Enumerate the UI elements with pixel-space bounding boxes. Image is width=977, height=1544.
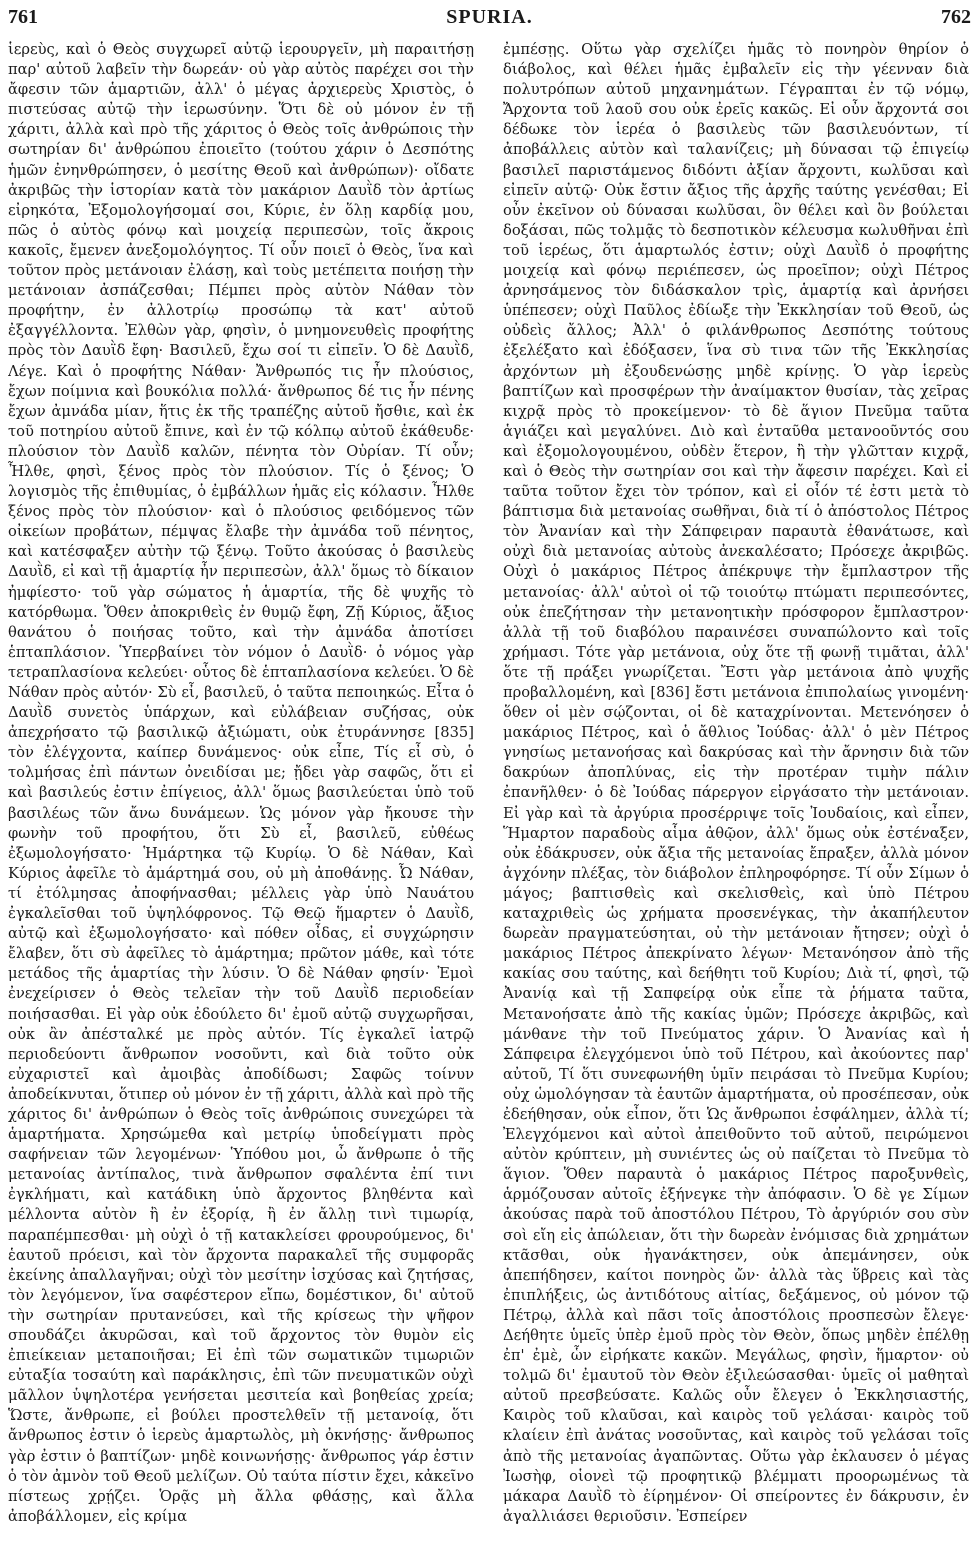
text-column-left <box>8 40 474 1536</box>
column-right-text: ἐμπέσῃς. Οὕτω γὰρ σχελίζει ἡμᾶς τὸ πονηρὸν θηρίον ὁ διάβολος, καὶ θέλει ἡμᾶς ἐμβαλεῖν εἰς τὴν γέενναν διὰ πολυτρόπων αὐτοῦ μηχανημάτων. Γέγραπται ἐν τῷ νόμῳ, Ἄρχοντα τοῦ λαοῦ σου οὐκ ἐρεῖς κακῶς. Εἰ οὖν ἄρχοντά σοι δέδωκε τὸν ἱερέα ὁ βασιλεὺς τῶν βασιλευόντων, τί ἀποβάλλεις αὐτὸν καὶ ταλανίζεις; μὴ δύνασαι τῷ ἐπιγείῳ βασιλεῖ παριστάμενος διδόντι ἀξίαν ἄρχοντι, κωλῦσαι καὶ εἰπεῖν αὐτῷ· Οὐκ ἔστιν ἄξιος τῆς ἀρχῆς ταύτης γενέσθαι; Εἰ οὖν ἐκεῖνον οὐ δύνασαι κωλῦσαι, ὃν θέλει καὶ ὃν βούλεται δοξάσαι, πῶς τολμᾷς τὸ δεσποτικὸν κέλευσμα κωλυθῆναι ἐπὶ τοῦ ἱερέως, ὅτι ἁμαρτωλός ἐστιν; οὐχὶ Δαυῒδ ὁ προφήτης μοιχείᾳ καὶ φόνῳ περιέπεσεν, ὡς προεῖπον; οὐχὶ Πέτρος ἀρνησάμενος τὸν διδάσκαλον τρὶς, ἁμαρτίᾳ καὶ ἀρνήσει ὑπέπεσεν; οὐχὶ Παῦλος ἐδίωξε τὴν Ἐκκλησίαν τοῦ Θεοῦ, ὡς οὐδεὶς ἄλλος; Ἀλλ' ὁ φιλάνθρωπος Δεσπότης τούτους ἐξελέξατο καὶ ἐδόξασεν, ἵνα σὺ τινα τῶν τῆς Ἐκκλησίας ἀρχόντων μὴ ἐξουδενώσῃς μηδὲ κρίνῃς. Ὁ γὰρ ἱερεὺς βαπτίζων καὶ προσφέρων τὴν ἀναίμακτον θυσίαν, τὰς χεῖρας κιχρᾷ πρὸς τὸ προκείμενον· τὸ δὲ ἅγιον Πνεῦμα ταῦτα ἁγιάζει καὶ μεγαλύνει. Διὸ καὶ ἐνταῦθα μετανοοῦντός σου καὶ ἐξομολογουμένου, οὐδὲν ἕτερον, ἢ τὴν γλῶτταν κιχρᾷ, καὶ ὁ Θεὸς τὴν σωτηρίαν σοι καὶ τὴν ἄφεσιν παρέχει. Καὶ εἰ ταῦτα τοῦτον ἔχει τὸν τρόπον, καὶ εἰ οἷόν τέ ἐστι μετὰ τὸ βάπτισμα διὰ μετανοίας σωθῆναι, διὰ τί ὁ ἀπόστολος Πέτρος τὸν Ἀνανίαν καὶ τὴν Σάπφειραν παραυτὰ ἐθανάτωσε, καὶ οὐχὶ διὰ μετανοίας αὐτοὺς ἀνεκαλέσατο; Πρόσεχε ἀκριβῶς. Οὐχὶ ὁ μακάριος Πέτρος ἀπέκρυψε τὴν ἔμπλαστρον τῆς μετανοίας· ἀλλ' αὐτοὶ οἱ τῷ τοιούτῳ πτώματι περιπεσόντες, οὐκ ἐπεζήτησαν τὴν μετανοητικὴν πρόσφορον ἔμπλαστρον· ἀλλὰ τῇ τοῦ διαβόλου παραινέσει συναπώλοντο καὶ τοῖς χρήμασι. Τότε γὰρ μετάνοια, οὐχ ὅτε τῇ φωνῇ τιμᾶται, ἀλλ' ὅτε τῇ πράξει γνωρίζεται. Ἔστι γὰρ μετάνοια ἀπὸ ψυχῆς προβαλλομένη, καὶ [836] ἔστι μετάνοια ἐπιπολαίως γινομένη· ὅθεν οἱ μὲν σῴζονται, οἱ δὲ καταχρίνονται. Μετενόησεν ὁ μακάριος Πέτρος, καὶ ὁ ἄθλιος Ἰούδας· ἀλλ' ὁ μὲν Πέτρος γνησίως μετανοήσας καὶ δακρύσας καὶ τὴν ἄρνησιν διὰ τῶν δακρύων ἀποπλύνας, εἰς τὴν προτέραν τιμὴν πάλιν ἐπανῆλθεν· ὁ δὲ Ἰούδας πάρεργον εἰργάσατο τὴν μετάνοιαν. Εἰ γὰρ καὶ τὰ ἀργύρια προσέρριψε τοῖς Ἰουδαίοις, καὶ εἶπεν, Ἥμαρτον παραδοὺς αἷμα ἀθῷον, ἀλλ' ὅμως οὐκ ἐστέναξεν, οὐκ ἐδάκρυσεν, οὐκ ἄξια τῆς μετανοίας ἔπραξεν, ἀλλὰ μόνον ἀγχόνην πλέξας, τὸν διάβολον ἐπληροφόρησε. Τί οὖν Σίμων ὁ μάγος; βαπτισθεὶς καὶ σκελισθεὶς, καὶ ὑπὸ Πέτρου καταχριθεὶς ὡς χρήματα προσενέγκας, τὴν ἀκαπήλευτον δωρεὰν πραγματεύσηται, οὐ τὴν μετάνοιαν ἤτησεν; οὐχὶ ὁ μακάριος Πέτρος ἀπεκρίνατο λέγων· Μετανόησον ἀπὸ τῆς κακίας σου ταύτης, καὶ δεήθητι τοῦ Κυρίου; Διὰ τί, φησὶ, τῷ Ἀνανίᾳ καὶ τῇ Σαπφείρᾳ οὐκ εἶπε τὰ ῥήματα ταῦτα, Μετανοήσατε ἀπὸ τῆς κακίας ὑμῶν; Πρόσεχε ἀκριβῶς, καὶ μάνθανε τὴν τοῦ Πνεύματος χάριν. Ὁ Ἀνανίας καὶ ἡ Σάπφειρα ἐλεγχόμενοι ὑπὸ τοῦ Πέτρου, καὶ ἀκούοντες παρ' αὐτοῦ, Τί ὅτι συνεφωνήθη ὑμῖν πειράσαι τὸ Πνεῦμα Κυρίου; οὐχ ὡμολόγησαν τὰ ἑαυτῶν ἁμαρτήματα, οὐ προσέπεσαν, οὐκ ἐδεήθησαν, οὐκ εἶπον, ὅτι Ὡς ἄνθρωποι ἐσφάλημεν, ἀλλὰ τί; Ἐλεγχόμενοι καὶ αὐτοὶ ἀπειθοῦντο τοῦ αὐτοῦ, πειρώμενοι αὐτὸν κρύπτειν, μὴ συνιέντες ὡς οὐ παίζεται τὸ Πνεῦμα τὸ ἅγιον. Ὅθεν παραυτὰ ὁ μακάριος Πέτρος παροξυνθεὶς, ἁρμόζουσαν αὐτοῖς ἐξήνεγκε τὴν ἀπόφασιν. Ὁ δὲ γε Σίμων ἀκούσας παρὰ τοῦ ἀποστόλου Πέτρου, Τὸ ἀργύριόν σου σὺν σοὶ εἴη εἰς ἀπώλειαν, ὅτι τὴν δωρεὰν ἐνόμισας διὰ χρημάτων κτᾶσθαι, οὐκ ἠγανάκτησεν, οὐκ ἀπεμάνησεν, οὐκ ἀπεπήδησεν, καίτοι πονηρὸς ὤν· ἀλλὰ τὰς ὕβρεις καὶ τὰς ἐπιπλήξεις, ὡς ἀντιδότους αἰτίας, δεξάμενος, οὐ μόνον τῷ Πέτρῳ, ἀλλὰ καὶ πᾶσι τοῖς ἀποστόλοις προσπεσὼν ἔλεγε· Δεήθητε ὑμεῖς ὑπὲρ ἐμοῦ πρὸς τὸν Θεὸν, ὅπως μηδὲν ἐπέλθῃ ἐπ' ἐμὲ, ὧν εἰρήκατε κακῶν. Μεγάλως, φησὶν, ἥμαρτον· οὐ τολμῶ δι' ἐμαυτοῦ τὸν Θεὸν ἐξιλεώσασθαι· ὑμεῖς οἱ μαθηταὶ αὐτοῦ πρεσβεύσατε. Καλῶς οὖν ἔλεγεν ὁ Ἐκκλησιαστής, Καιρὸς τοῦ κλαῦσαι, καὶ καιρὸς τοῦ γελάσαι· καιρὸς τοῦ κλαίειν ἐπὶ ἀνάτας νοσοῦντας, καὶ καιρὸς τοῦ γελάσαι τοῖς ἀπὸ τῆς μετανοίας ἀγαπῶντας. Οὕτω γὰρ ἐκλαυσεν ὁ μέγας Ἰωσὴφ, οἱονεὶ τῷ προφητικῷ βλέμματι προορωμένως τὰ μάκαρα Δαυῒδ τὸ ἐίρημένον· Οἱ σπείροντες ἐν δάκρυσιν, ἐν ἀγαλλιάσει θεριοῦσιν. Ἐσπείρεν <box>503 41 969 1525</box>
text-column-right <box>503 40 969 1536</box>
running-header <box>8 6 971 34</box>
column-left-text: ἱερεὺς, καὶ ὁ Θεὸς συγχωρεῖ αὐτῷ ἱερουργεῖν, μὴ παραιτήσῃ παρ' αὐτοῦ λαβεῖν τὴν δωρεάν· οὐ γὰρ αὐτὸς παρέχει σοι τὴν ἄφεσιν τῶν ἁμαρτιῶν, ἀλλ' ὁ μέγας ἀρχιερεὺς Χριστὸς, ὁ πιστεύσας αὐτῷ τὴν ἱερωσύνην. Ὅτι δὲ οὐ μόνον ἐν τῇ χάριτι, ἀλλὰ καὶ πρὸ τῆς χάριτος ὁ Θεὸς τοῖς ἀνθρώποις τὴν σωτηρίαν δι' ἀνθρώπου ἐποιεῖτο (τούτου χάριν ὁ Δεσπότης ἡμῶν ἐνηνθρώπησεν, ὁ μεσίτης Θεοῦ καὶ ἀνθρώπων)· οἴδατε ἀκριβῶς τὴν ἱστορίαν κατὰ τὸν μακάριον Δαυῒδ τὸν ἀρτίως εἰρηκότα, Ἐξομολογήσομαί σοι, Κύριε, ἐν ὅλῃ καρδίᾳ μου, πῶς ὁ αὐτὸς φόνῳ καὶ μοιχείᾳ περιπεσὼν, τοῖς ἄκροις κακοῖς, ἔμενεν ἀνεξομολόγητος. Τί οὖν ποιεῖ ὁ Θεὸς, ἵνα καὶ τοῦτον πρὸς μετάνοιαν ἐλάσῃ, καὶ τοὺς μετέπειτα ποιήσῃ τὴν μετάνοιαν ἀσπάζεσθαι; Πέμπει πρὸς αὐτὸν Νάθαν τὸν προφήτην, ἐν ἀλλοτρίῳ προσώπῳ τὰ κατ' αὐτοῦ ἐξαγγέλλοντα. Ἐλθὼν γὰρ, φησὶν, ὁ μνημονευθεὶς προφήτης πρὸς τὸν Δαυῒδ ἔφη· Βασιλεῦ, ἔχω σοί τι εἰπεῖν. Ὁ δὲ Δαυῒδ, Λέγε. Καὶ ὁ προφήτης Νάθαν· Ἄνθρωπός τις ἦν πλούσιος, ἔχων ποίμνια καὶ βουκόλια πολλά· ἄνθρωπος δέ τις ἦν πένης ἔχων ἀμνάδα μίαν, ἥτις ἐκ τῆς τραπέζης αὐτοῦ ἤσθιε, καὶ ἐκ τοῦ ποτηρίου αὐτοῦ ἔπινε, καὶ ἐν τῷ κόλπῳ αὐτοῦ ἐκάθευδε· πλούσιον τὸν Δαυῒδ καλῶν, πένητα τὸν Οὐρίαν. Τί οὖν; Ἦλθε, φησὶ, ξένος πρὸς τὸν πλούσιον. Τίς ὁ ξένος; Ὁ λογισμὸς τῆς ἐπιθυμίας, ὁ ἐμβάλλων ἡμᾶς εἰς κόλασιν. Ἦλθε ξένος πρὸς τὸν πλούσιον· καὶ ὁ πλούσιος φειδόμενος τῶν οἰκείων προβάτων, πέμψας ἔλαβε τὴν ἀμνάδα τοῦ πένητος, καὶ κατέσφαξεν αὐτὴν τῷ ξένῳ. Τοῦτο ἀκούσας ὁ βασιλεὺς Δαυῒδ, εἰ καὶ τῇ ἁμαρτίᾳ ἦν περιπεσὼν, ἀλλ' ὅμως τὸ δίκαιον ἠμφίεστο· τοῦ γὰρ σώματος ἡ ἁμαρτία, τῆς δὲ ψυχῆς τὸ κατόρθωμα. Ὅθεν ἀποκριθεὶς ἐν θυμῷ ἔφη, Ζῇ Κύριος, ἄξιος θανάτου ὁ ποιήσας τοῦτο, καὶ τὴν ἀμνάδα ἀποτίσει ἑπταπλάσιον. Ὑπερβαίνει τὸν νόμον ὁ Δαυῒδ· ὁ νόμος γὰρ τετραπλασίονα κελεύει· οὗτος δὲ ἑπταπλασίονα κελεύει. Ὁ δὲ Νάθαν πρὸς αὐτόν· Σὺ εἶ, βασιλεῦ, ὁ ταῦτα πεποιηκώς. Εἶτα ὁ Δαυῒδ συνετὸς ὑπάρχων, καὶ εὐλάβειαν συζήσας, οὐκ ἀπεχρήσατο τῷ βασιλικῷ ἀξιώματι, οὐκ ἐτυράννησε [835] τὸν ἐλέγχοντα, καίπερ δυνάμενος· οὐκ εἶπε, Τίς εἶ σὺ, ὁ τολμήσας ἐπὶ πάντων ὀνειδίσαι με; ᾔδει γὰρ σαφῶς, ὅτι εἰ καὶ βασιλεύς ἐστιν ἐπίγειος, ἀλλ' ὅμως βασιλεύεται ὑπὸ τοῦ βασιλέως τῶν ἄνω δυνάμεων. Ὡς μόνον γὰρ ἤκουσε τὴν φωνὴν τοῦ προφήτου, ὅτι Σὺ εἶ, βασιλεῦ, εὐθέως ἐξωμολογήσατο· Ἡμάρτηκα τῷ Κυρίῳ. Ὁ δὲ Νάθαν, Καὶ Κύριος ἀφεῖλε τὸ ἁμάρτημά σου, οὐ μὴ ἀποθάνῃς. Ὦ Νάθαν, τί ἐτόλμησας ἀποφήνασθαι; μέλλεις γὰρ ὑπὸ Ναυάτου ἐγκαλεῖσθαι τοῦ ὑψηλόφρονος. Τῷ Θεῷ ἥμαρτεν ὁ Δαυῒδ, αὐτῷ καὶ ἐξωμολογήσατο· καὶ πόθεν οἶδας, εἰ συγχώρησιν ἔλαβεν, ὅτι σὺ ἀφεῖλες τὸ ἁμάρτημα; πρῶτον μάθε, καὶ τότε μετάδος τῆς ἁμαρτίας τὴν λύσιν. Ὁ δὲ Νάθαν φησίν· Ἐμοὶ ἐνεχείρισεν ὁ Θεὸς τελεῖαν τὴν τοῦ Δαυῒδ περιοδείαν ποιήσασθαι. Εἰ γὰρ οὐκ ἐδούλετο δι' ἐμοῦ αὐτῷ συγχωρῆσαι, οὐκ ἂν ἀπέσταλκέ με πρὸς αὐτόν. Τίς ἐγκαλεῖ ἰατρῷ περιοδεύοντι ἄνθρωπον νοσοῦντι, καὶ διὰ τοῦτο οὐκ εὐχαριστεῖ καὶ ἀμοιβὰς ἀποδίδωσι; Σαφῶς τοίνυν ἀποδείκνυται, ὅτιπερ οὐ μόνον ἐν τῇ χάριτι, ἀλλὰ καὶ πρὸ τῆς χάριτος δι' ἀνθρώπων ὁ Θεὸς τοῖς ἀνθρώποις συνεχώρει τὰ ἁμαρτήματα. Χρησώμεθα καὶ μετρίῳ ὑποδείγματι πρὸς σαφήνειαν τῶν λεγομένων· Ὑπόθου μοι, ὦ ἄνθρωπε ὁ τῆς μετανοίας ἀντίπαλος, τινὰ ἄνθρωπον σφαλέντα ἐπί τινι ἐγκλήματι, καὶ κατάδικη ὑπὸ ἄρχοντος βληθέντα καὶ μέλλοντα αὐτὸν ἢ ἐν ἐξορίᾳ, ἢ ἐν ἄλλῃ τινὶ τιμωρίᾳ, παραπέμπεσθαι· μὴ οὐχὶ ὁ τῇ κατακλείσει φρουρούμενος, δι' ἑαυτοῦ πρόεισι, καὶ τὸν ἄρχοντα παρακαλεῖ τῆς συμφορᾶς ἐκείνης ἀπαλλαγῆναι; οὐχὶ τὸν μεσίτην ἰσχύσας καὶ ζητήσας, τὸν λεγόμενον, ἵνα σαφέστερον εἴπω, δομέστικον, δι' αὐτοῦ τὴν σωτηρίαν πρυτανεύσει, καὶ τῆς κρίσεως τὴν ψῆφον σπουδάζει ἀκυρῶσαι, καὶ τοῦ ἄρχοντος τὸν θυμὸν εἰς ἐπιείκειαν μεταποιῆσαι; Εἰ ἐπὶ τῶν σωματικῶν τιμωριῶν εὐταξία τοσαύτη καὶ παράκλησις, ἐπὶ τῶν πνευματικῶν οὐχὶ μᾶλλον ὑψηλοτέρα γενήσεται μεσιτεία καὶ βοηθείας χρεία; Ὥστε, ἄνθρωπε, εἰ βούλει προστελθεῖν τῇ μετανοίᾳ, ὅτι ἄνθρωπος ἐστιν ὁ ἱερεὺς ἁμαρτωλὸς, μὴ ὀκνήσῃς· ἄνθρωπος γὰρ ἐστιν ὁ βαπτίζων· μηδὲ κοινωνήσῃς· ἄνθρωπος γάρ ἐστιν ὁ τὸν ἀμνὸν τοῦ Θεοῦ μελίζων. Οὐ ταύτα πίστιν ἔχει, κἀκεῖνο πίστεως χρῄζει. Ὁρᾷς μὴ ἄλλα φθάσῃς, καὶ ἄλλα ἀποβάλλομεν, εἰς κρίμα <box>8 41 474 1525</box>
page-number-left: 761 <box>8 6 38 28</box>
page-number-right: 762 <box>941 6 971 28</box>
running-title: SPURIA. <box>446 6 533 28</box>
